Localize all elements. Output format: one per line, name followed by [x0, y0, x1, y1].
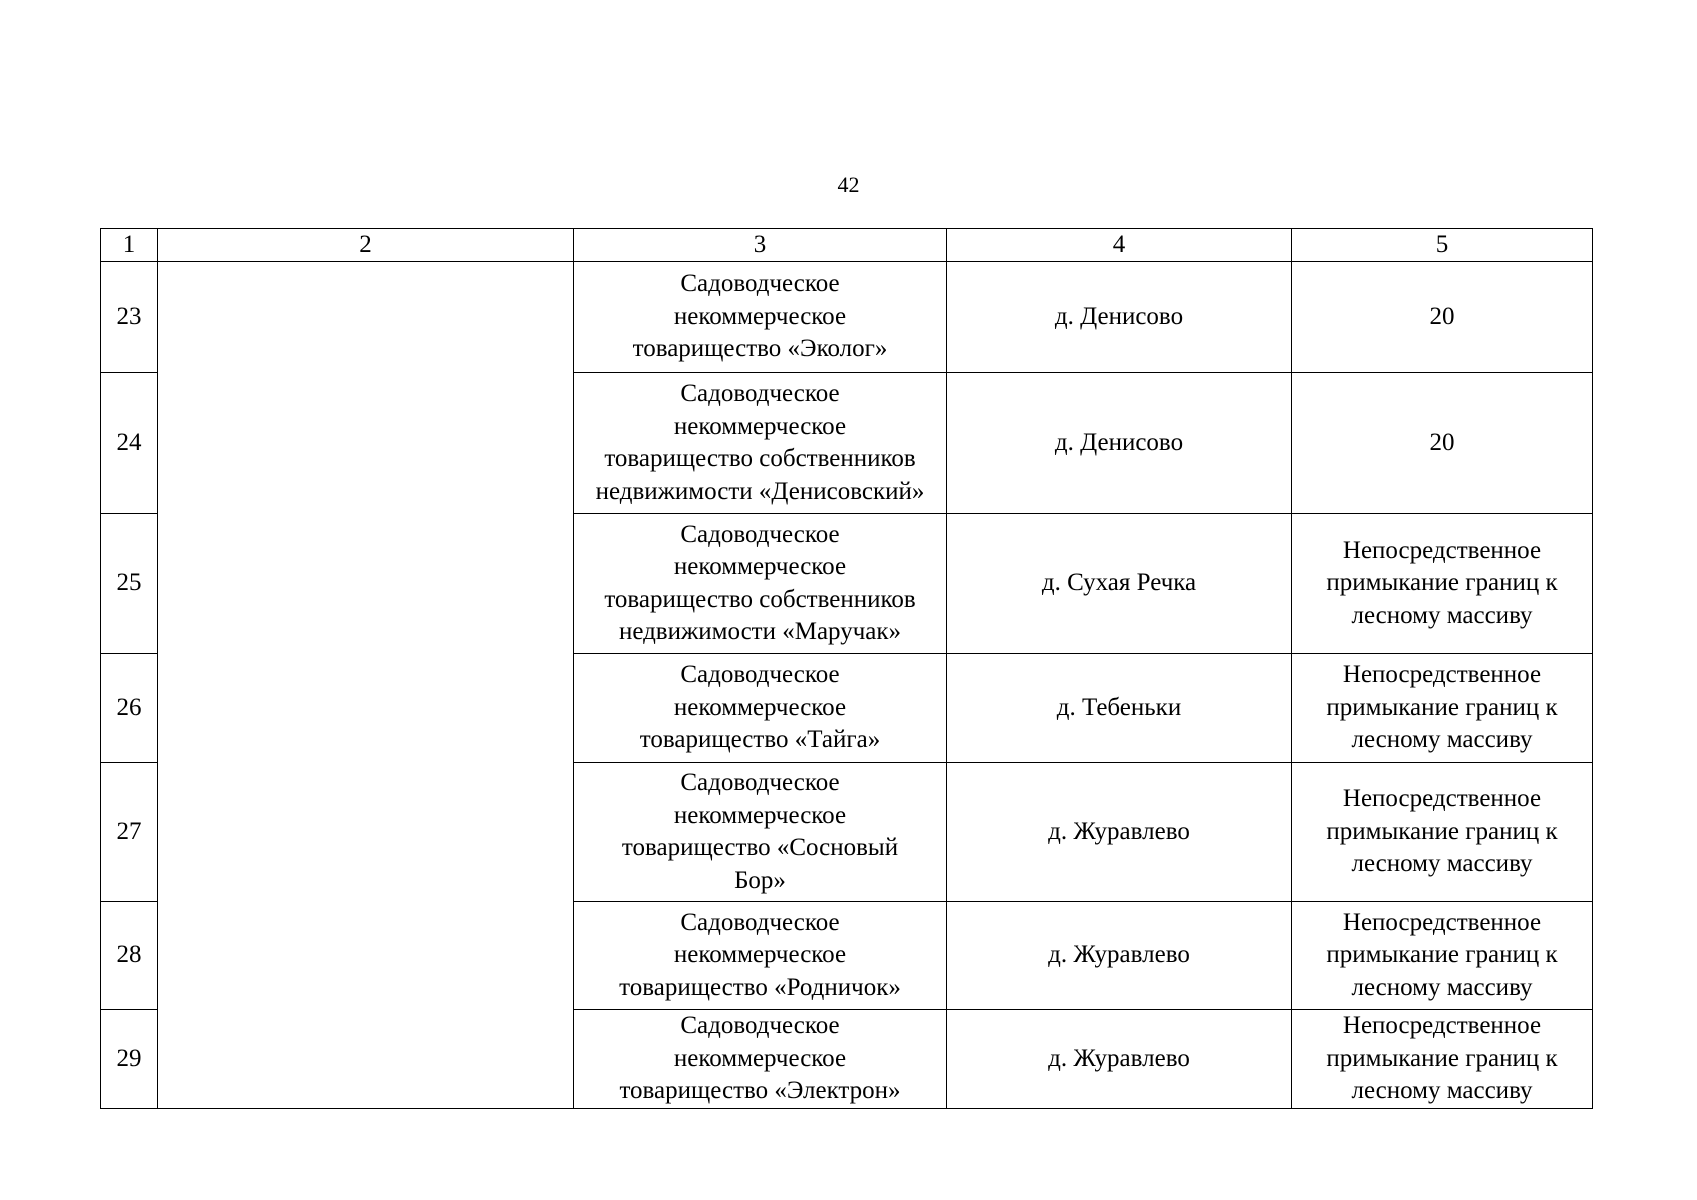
organization-name: Садоводческое некоммерческое товарищество «Электрон» — [574, 1010, 947, 1109]
settlement: д. Тебеньки — [947, 654, 1292, 763]
row-number: 25 — [101, 514, 158, 654]
row-number: 24 — [101, 373, 158, 514]
row-number: 29 — [101, 1010, 158, 1109]
merged-empty-cell — [158, 262, 574, 1109]
column-header-4: 4 — [947, 229, 1292, 262]
organization-name: Садоводческое некоммерческое товарищество «Родничок» — [574, 902, 947, 1010]
settlement: д. Денисово — [947, 262, 1292, 373]
organization-name: Садоводческое некоммерческое товарищество «Эколог» — [574, 262, 947, 373]
distance-value: 20 — [1292, 262, 1593, 373]
organization-name: Садоводческое некоммерческое товарищество «Сосновый Бор» — [574, 763, 947, 902]
table-row — [101, 262, 1593, 373]
organization-name: Садоводческое некоммерческое товарищество собственников недвижимости «Денисовский» — [574, 373, 947, 514]
distance-value: Непосредственное примыкание границ к лесному массиву — [1292, 1010, 1593, 1109]
settlement: д. Журавлево — [947, 902, 1292, 1010]
settlement: д. Денисово — [947, 373, 1292, 514]
settlement: д. Журавлево — [947, 763, 1292, 902]
column-header-2: 2 — [158, 229, 574, 262]
page-number: 42 — [837, 172, 860, 197]
column-header-3: 3 — [574, 229, 947, 262]
distance-value: Непосредственное примыкание границ к лесному массиву — [1292, 902, 1593, 1010]
row-number: 23 — [101, 262, 158, 373]
organization-name: Садоводческое некоммерческое товарищество «Тайга» — [574, 654, 947, 763]
data-table — [100, 228, 1593, 1109]
distance-value: Непосредственное примыкание границ к лесному массиву — [1292, 514, 1593, 654]
settlement: д. Сухая Речка — [947, 514, 1292, 654]
row-number: 27 — [101, 763, 158, 902]
column-header-1: 1 — [101, 229, 158, 262]
distance-value: Непосредственное примыкание границ к лесному массиву — [1292, 654, 1593, 763]
settlement: д. Журавлево — [947, 1010, 1292, 1109]
row-number: 28 — [101, 902, 158, 1010]
column-header-5: 5 — [1292, 229, 1593, 262]
organization-name: Садоводческое некоммерческое товарищество собственников недвижимости «Маручак» — [574, 514, 947, 654]
distance-value: Непосредственное примыкание границ к лесному массиву — [1292, 763, 1593, 902]
header-row — [101, 229, 1593, 262]
row-number: 26 — [101, 654, 158, 763]
distance-value: 20 — [1292, 373, 1593, 514]
